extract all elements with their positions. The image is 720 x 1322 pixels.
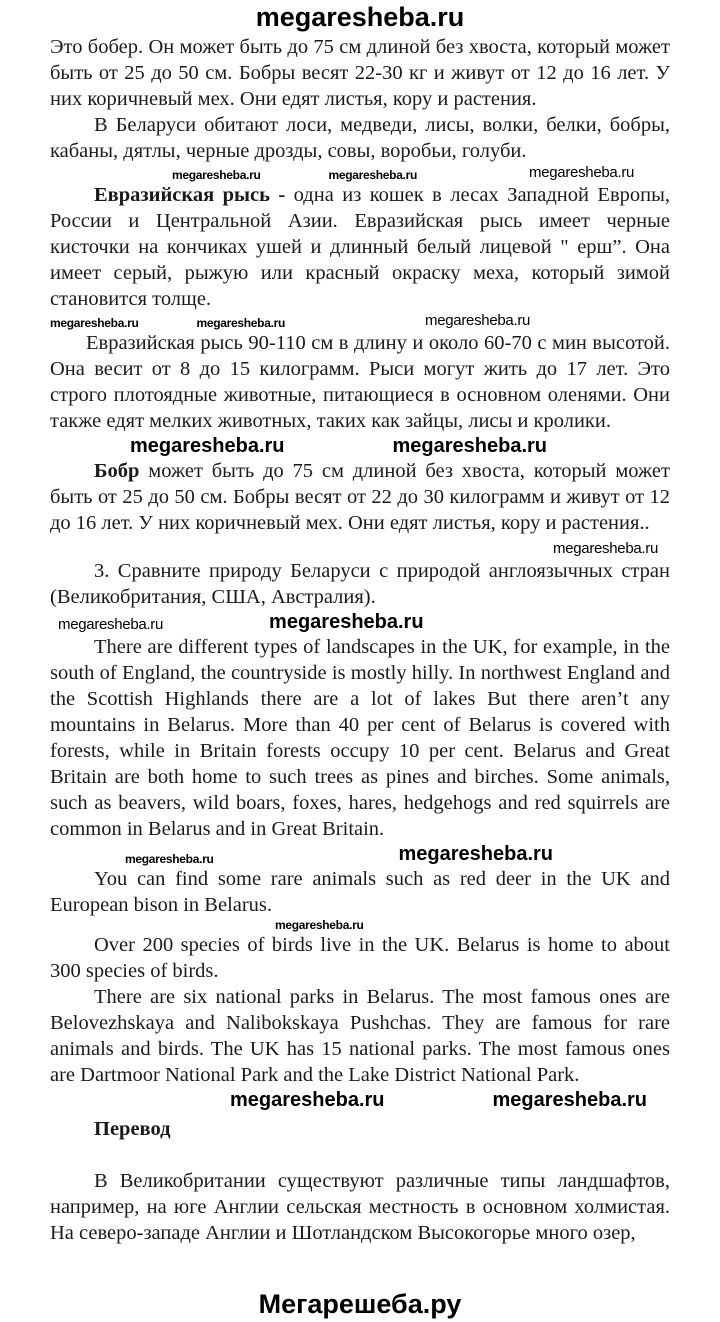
- watermark: megaresheba.ru: [130, 435, 285, 457]
- text-block-10: [50, 1168, 670, 1246]
- paragraph-task-3: 3. Сравните природу Беларуси с природой англоязычных стран (Великобритания, США, Австралия).: [50, 560, 670, 608]
- text-block-2: [50, 182, 670, 312]
- beaver-description: может быть до 75 см длиной без хвоста, который может быть от 25 до 50 см. Бобры весят от 22 до 30 килограмм и живут от 12 до 16 лет. У них коричневый мех. Они едят листья, кору и растения..: [50, 460, 670, 534]
- paragraph-beaver: [50, 458, 670, 536]
- watermark: megaresheba.ru: [196, 316, 286, 330]
- paragraph-en-parks: There are six national parks in Belarus. The most famous ones are Belovezhskaya and Nalibokskaya Pushchas. They are famous for rare animals and birds. The UK has 15 national parks. The most famous ones are Dartmoor National Park and the Lake District National Park.: [50, 986, 670, 1086]
- text-block-5: [50, 558, 670, 610]
- paragraph-en-birds: Over 200 species of birds live in the UK. Belarus is home to about 300 species of birds.: [50, 934, 670, 982]
- watermark: megaresheba.ru: [398, 843, 554, 865]
- watermark: megaresheba.ru: [492, 1089, 648, 1111]
- watermark: megaresheba.ru: [58, 616, 164, 633]
- text-block-7: [50, 866, 670, 918]
- watermark-row-2: [50, 312, 670, 330]
- text-block-8: [50, 932, 670, 1088]
- watermark: megaresheba.ru: [125, 852, 214, 866]
- paragraph-lynx-size: Евразийская рысь 90-110 см в длину и около 60-70 с мин высотой. Она весит от 8 до 15 килограмм. Рыси могут жить до 17 лет. Это строго плотоядные животные, питающиеся в основном оленями. Они также едят мелких животных, таких как зайцы, лисы и кролики.: [50, 332, 670, 432]
- paragraph-lynx: [50, 182, 670, 312]
- watermark: megaresheba.ru: [529, 164, 635, 181]
- watermark: megaresheba.ru: [328, 168, 418, 182]
- paragraph-beaver-intro: Это бобер. Он может быть до 75 см длиной без хвоста, который может быть от 25 до 50 см. Бобры весят 22-30 кг и живут от 12 до 16 лет. У них коричневый мех. Они едят листья, кору и растения.: [50, 36, 670, 110]
- watermark: megaresheba.ru: [172, 168, 261, 182]
- text-block-4: [50, 458, 670, 536]
- watermark: megaresheba.ru: [275, 918, 364, 932]
- watermark-row-5: [50, 610, 670, 634]
- text-block-1: [50, 34, 670, 164]
- watermark-row-4: [50, 540, 670, 558]
- watermark: megaresheba.ru: [50, 316, 139, 330]
- watermark-row-8: [50, 1088, 670, 1112]
- watermark-row-1: [50, 164, 670, 182]
- header-watermark: megaresheba.ru: [255, 2, 465, 32]
- translation-heading: Перевод: [94, 1118, 171, 1140]
- watermark: megaresheba.ru: [425, 312, 531, 329]
- paragraph-belarus-animals: В Беларуси обитают лоси, медведи, лисы, волки, белки, бобры, кабаны, дятлы, черные дрозды, совы, воробьи, голуби.: [50, 114, 670, 162]
- footer-watermark: Мегарешеба.ру: [258, 1289, 462, 1319]
- paragraph-en-rare: You can find some rare animals such as red deer in the UK and European bison in Belarus.: [50, 868, 670, 916]
- lynx-description: одна из кошек в лесах Западной Европы, России и Центральной Азии. Евразийская рысь имеет черные кисточки на кончиках ушей и длинный белый лицевой " ерш”. Она имеет серый, рыжую или красный окраску меха, который зимой становится толще.: [50, 184, 670, 310]
- watermark: megaresheba.ru: [269, 611, 424, 633]
- watermark-row-3: [50, 434, 670, 458]
- watermark: megaresheba.ru: [392, 435, 548, 457]
- watermark: megaresheba.ru: [230, 1089, 385, 1111]
- text-block-3: [50, 330, 670, 434]
- paragraph-en-landscapes: There are different types of landscapes in the UK, for example, in the south of England, the countryside is mostly hilly. In northwest England and the Scottish Highlands there are a lot of lakes But there aren’t any mountains in Belarus. More than 40 per cent of Belarus is covered with forests, while in Britain forests occupy 10 per cent. Belarus and Great Britain are both home to such trees as pines and birches. Some animals, such as beavers, wild boars, foxes, hares, hedgehogs and red squirrels are common in Belarus and in Great Britain.: [50, 636, 670, 840]
- watermark: megaresheba.ru: [553, 540, 659, 557]
- lynx-term: Евразийская рысь -: [94, 184, 286, 206]
- text-block-9: [50, 1116, 670, 1142]
- watermark-row-7: [50, 918, 670, 932]
- paragraph-ru-translation: В Великобритании существуют различные типы ландшафтов, например, на юге Англии сельская местность в основном холмистая. На северо-западе Англии и Шотландском Высокогорье много озер,: [50, 1170, 670, 1244]
- beaver-term: Бобр: [94, 460, 140, 482]
- watermark-row-6: [50, 842, 670, 866]
- text-block-6: [50, 634, 670, 842]
